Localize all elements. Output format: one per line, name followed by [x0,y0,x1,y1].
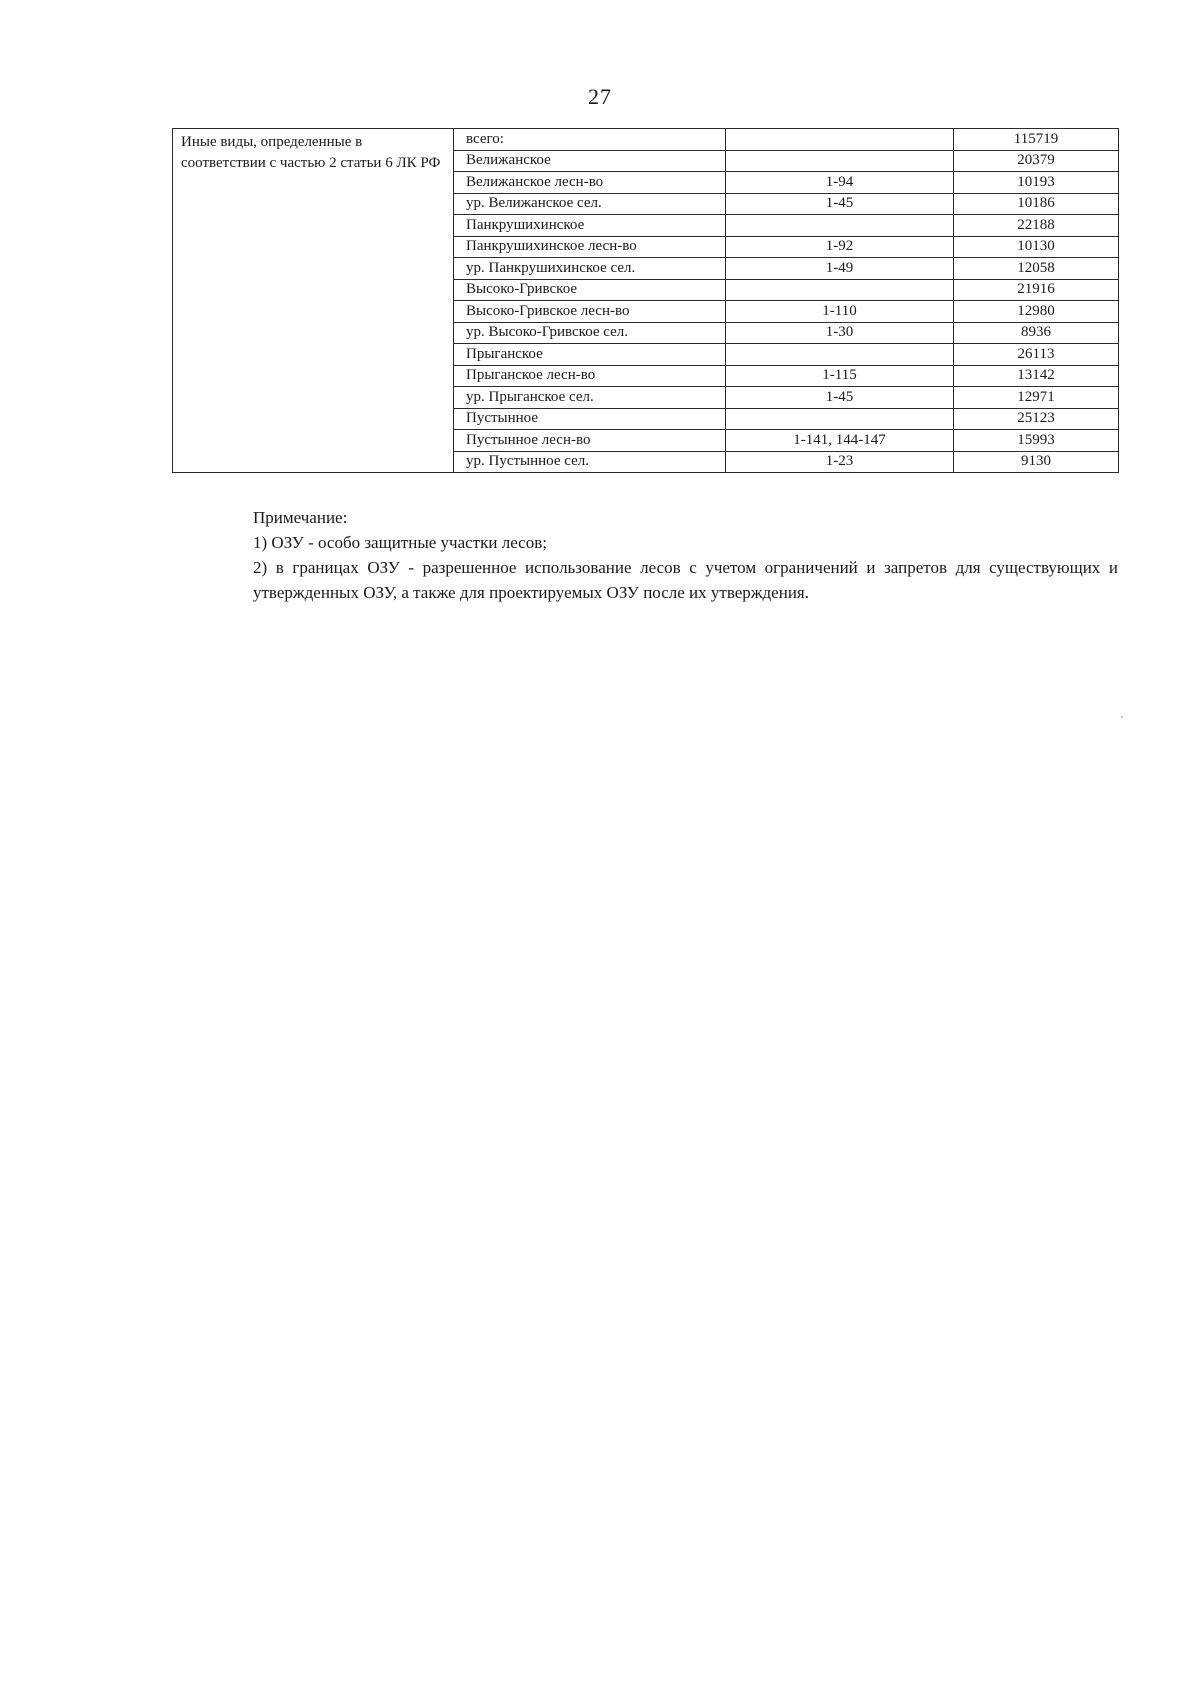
row-name: Велижанское [454,150,726,172]
row-quarters: 1-45 [726,193,954,215]
row-area: 15993 [954,430,1119,452]
row-name: всего: [454,129,726,151]
row-area: 12971 [954,387,1119,409]
row-area: 12058 [954,258,1119,280]
row-area: 10193 [954,172,1119,194]
row-quarters: 1-94 [726,172,954,194]
row-area: 10186 [954,193,1119,215]
table-row [173,129,1119,151]
page-number: 27 [588,84,612,109]
row-quarters: 1-115 [726,365,954,387]
row-name: Высоко-Гривское [454,279,726,301]
row-area: 115719 [954,129,1119,151]
row-quarters [726,279,954,301]
row-quarters [726,150,954,172]
row-name: ур. Прыганское сел. [454,387,726,409]
note-item-2: 2) в границах ОЗУ - разрешенное использование лесов с учетом ограничений и запретов для существующих и утвержденных ОЗУ, а также для проектируемых ОЗУ после их утверждения. [253,558,1118,602]
notes-heading: Примечание: [253,508,348,527]
forest-use-table [172,128,1119,473]
scan-speck [1121,716,1123,718]
row-area: 12980 [954,301,1119,323]
row-quarters: 1-49 [726,258,954,280]
row-area: 21916 [954,279,1119,301]
row-name: Пустынное лесн-во [454,430,726,452]
row-area: 9130 [954,451,1119,473]
row-quarters: 1-110 [726,301,954,323]
row-name: Панкрушихинское лесн-во [454,236,726,258]
row-name: Прыганское [454,344,726,366]
row-name: ур. Пустынное сел. [454,451,726,473]
row-quarters: 1-141, 144-147 [726,430,954,452]
row-quarters [726,129,954,151]
row-name: ур. Велижанское сел. [454,193,726,215]
row-quarters: 1-92 [726,236,954,258]
row-area: 20379 [954,150,1119,172]
row-area: 25123 [954,408,1119,430]
row-quarters [726,408,954,430]
row-name: Велижанское лесн-во [454,172,726,194]
row-quarters: 1-23 [726,451,954,473]
row-area: 22188 [954,215,1119,237]
row-quarters [726,215,954,237]
row-quarters: 1-45 [726,387,954,409]
row-area: 10130 [954,236,1119,258]
row-area: 13142 [954,365,1119,387]
row-name: Высоко-Гривское лесн-во [454,301,726,323]
row-name: Прыганское лесн-во [454,365,726,387]
table-body [173,129,1119,473]
row-name: ур. Панкрушихинское сел. [454,258,726,280]
row-name: Пустынное [454,408,726,430]
row-quarters: 1-30 [726,322,954,344]
row-area: 26113 [954,344,1119,366]
row-area: 8936 [954,322,1119,344]
category-cell: Иные виды, определенные в соответствии с частью 2 статьи 6 ЛК РФ [173,129,454,473]
row-quarters [726,344,954,366]
row-name: Панкрушихинское [454,215,726,237]
row-name: ур. Высоко-Гривское сел. [454,322,726,344]
notes-section [185,505,1118,605]
note-item-1: 1) ОЗУ - особо защитные участки лесов; [253,533,547,552]
